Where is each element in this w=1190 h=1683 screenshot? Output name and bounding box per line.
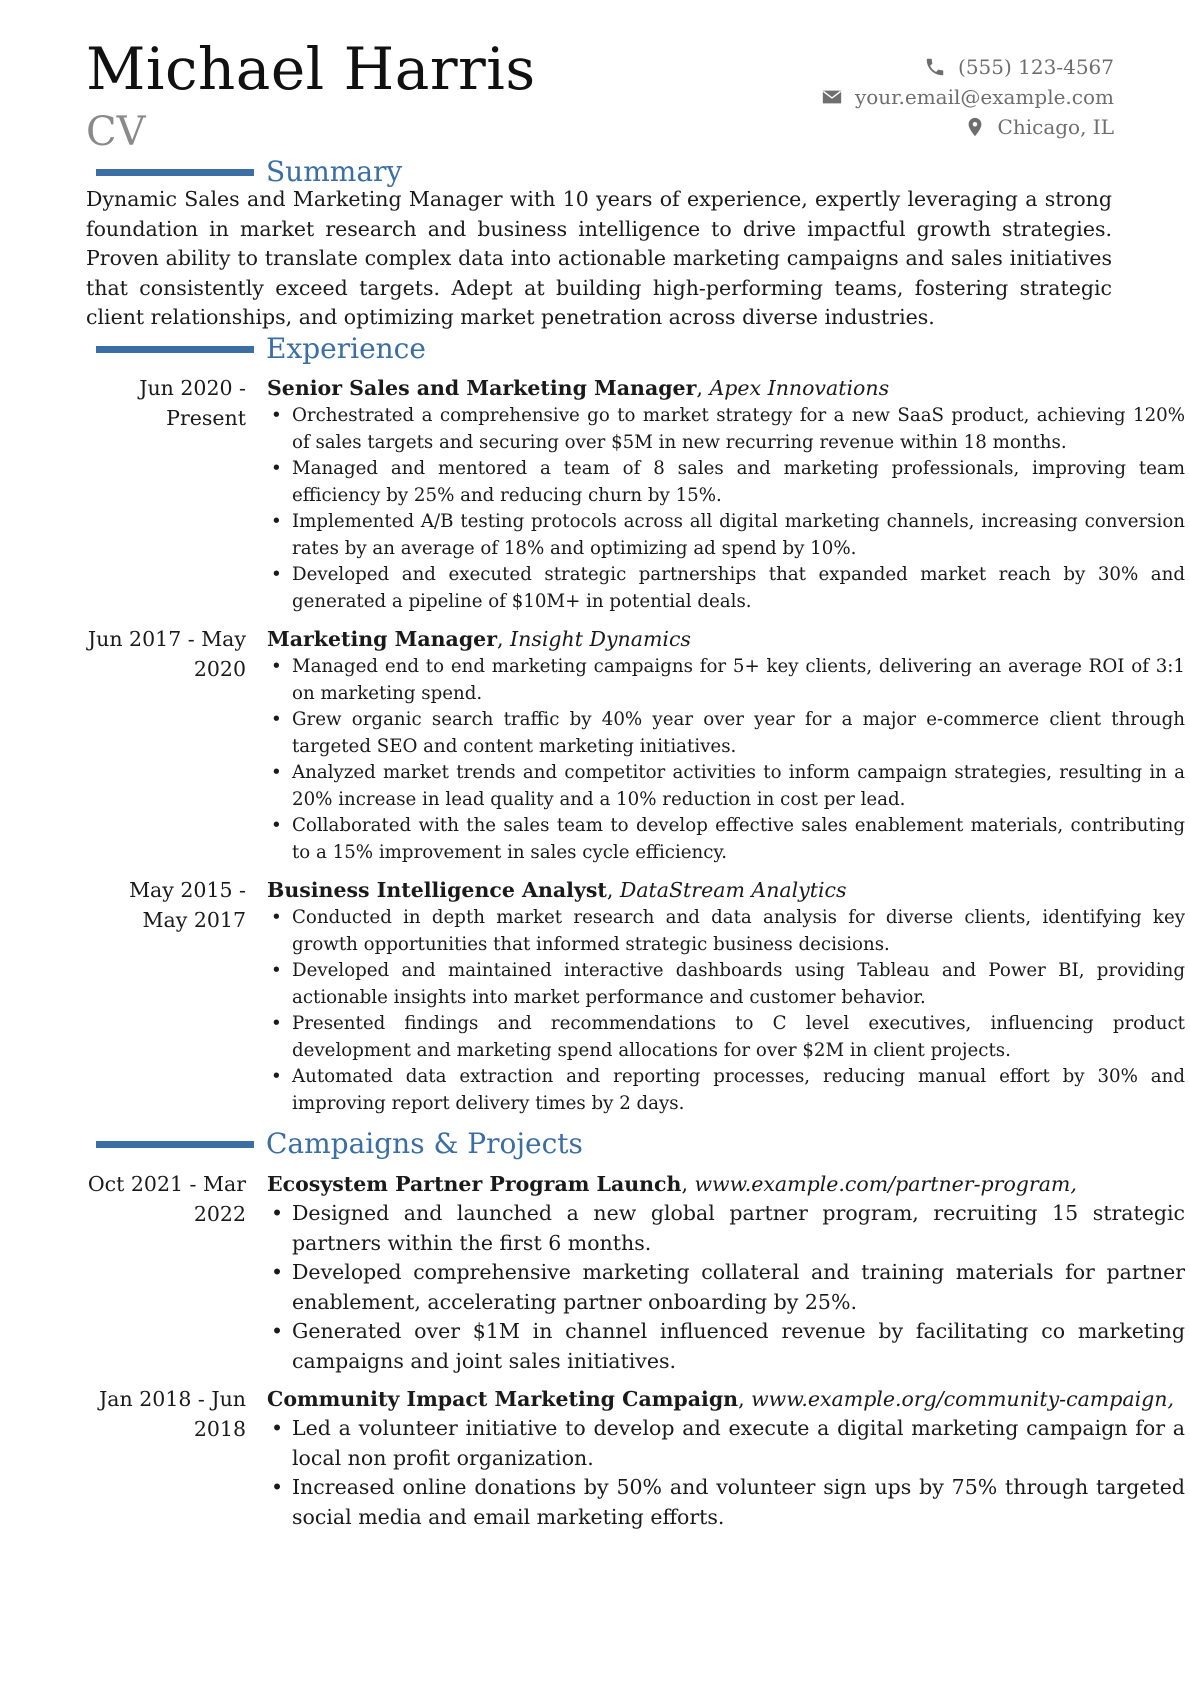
document-subtitle: CV	[86, 109, 146, 155]
email-address[interactable]: your.email@example.com	[854, 85, 1114, 109]
list-item: • Grew organic search traffic by 40% year over year for a major e-commerce client through targeted SEO and content marketing initiatives.	[267, 707, 1185, 760]
entry-title: Community Impact Marketing Campaign, www.example.org/community-campaign,	[267, 1387, 1174, 1411]
contact-block	[821, 52, 1114, 142]
phone-number[interactable]: (555) 123-4567	[958, 55, 1114, 79]
company-name: Insight Dynamics	[510, 627, 691, 651]
list-item: • Orchestrated a comprehensive go to market strategy for a new SaaS product, achieving 120% of sales targets and securing over $5M in new recurring revenue within 18 months.	[267, 403, 1185, 456]
entry-date: Jun 2020 - Present	[139, 376, 246, 430]
list-item: • Generated over $1M in channel influenced revenue by facilitating co marketing campaigns and joint sales initiatives.	[267, 1317, 1185, 1376]
entry-title: Business Intelligence Analyst, DataStream Analytics	[267, 878, 847, 902]
project-link[interactable]: www.example.org/community-campaign,	[751, 1387, 1174, 1411]
list-item: • Collaborated with the sales team to develop effective sales enablement materials, contributing to a 15% improvement in sales cycle efficiency.	[267, 813, 1185, 866]
job-role: Marketing Manager	[267, 627, 497, 651]
list-item: • Increased online donations by 50% and volunteer sign ups by 75% through targeted social media and email marketing efforts.	[267, 1473, 1185, 1532]
company-name: DataStream Analytics	[619, 878, 847, 902]
list-item: • Managed and mentored a team of 8 sales and marketing professionals, improving team efficiency by 25% and reducing churn by 15%.	[267, 456, 1185, 509]
entry-body	[267, 624, 1185, 866]
list-item: • Presented findings and recommendations to C level executives, influencing product development and marketing spend allocations for over $2M in client projects.	[267, 1011, 1185, 1064]
bullet-list	[267, 403, 1185, 615]
section-experience-header	[96, 332, 426, 365]
job-role: Senior Sales and Marketing Manager	[267, 376, 697, 400]
summary-text: Dynamic Sales and Marketing Manager with 10 years of experience, expertly leveraging a strong foundation in market research and business intelligence to drive impactful growth strategies. Proven ability to translate complex data into actionable marketing campaigns and sales initiatives that consistently exceed targets. Adept at building high-performing teams, fostering strategic client relationships, and optimizing market penetration across diverse industries.	[86, 187, 1112, 329]
contact-phone	[821, 52, 1114, 82]
list-item: • Developed and maintained interactive dashboards using Tableau and Power BI, providing actionable insights into market performance and customer behavior.	[267, 958, 1185, 1011]
list-item: • Managed end to end marketing campaigns for 5+ key clients, delivering an average ROI of 3:1 on marketing spend.	[267, 654, 1185, 707]
envelope-icon	[821, 86, 843, 108]
contact-email	[821, 82, 1114, 112]
section-title-summary: Summary	[266, 155, 403, 188]
entry-title: Senior Sales and Marketing Manager, Apex Innovations	[267, 376, 890, 400]
list-item: • Automated data extraction and reporting processes, reducing manual effort by 30% and improving report delivery times by 2 days.	[267, 1064, 1185, 1117]
entry-title: Ecosystem Partner Program Launch, www.example.com/partner-program,	[267, 1172, 1077, 1196]
entry-date: Oct 2021 - Mar 2022	[87, 1172, 246, 1226]
candidate-name: Michael Harris	[86, 35, 536, 103]
list-item: • Implemented A/B testing protocols across all digital marketing channels, increasing conversion rates by an average of 18% and optimizing ad spend by 10%.	[267, 509, 1185, 562]
section-divider-bar	[96, 346, 254, 353]
list-item: • Analyzed market trends and competitor activities to inform campaign strategies, resulting in a 20% increase in lead quality and a 10% reduction in cost per lead.	[267, 760, 1185, 813]
map-pin-icon	[964, 116, 986, 138]
entry-date: Jan 2018 - Jun 2018	[99, 1387, 246, 1441]
entry-title: Marketing Manager, Insight Dynamics	[267, 627, 691, 651]
entry-body	[267, 1384, 1185, 1532]
section-title-experience: Experience	[266, 332, 426, 365]
phone-icon	[924, 56, 946, 78]
bullet-list	[267, 1414, 1185, 1532]
section-projects-header	[96, 1127, 583, 1160]
bullet-list	[267, 654, 1185, 866]
location-text: Chicago, IL	[997, 115, 1114, 139]
entry-body	[267, 875, 1185, 1117]
project-name: Community Impact Marketing Campaign	[267, 1387, 739, 1411]
entry-date: Jun 2017 - May 2020	[87, 627, 246, 681]
list-item: • Developed comprehensive marketing collateral and training materials for partner enablement, accelerating partner onboarding by 25%.	[267, 1258, 1185, 1317]
job-role: Business Intelligence Analyst	[267, 878, 607, 902]
entry-body	[267, 373, 1185, 615]
entry-body	[267, 1169, 1185, 1376]
list-item: • Led a volunteer initiative to develop and execute a digital marketing campaign for a local non profit organization.	[267, 1414, 1185, 1473]
section-title-projects: Campaigns & Projects	[266, 1127, 583, 1160]
bullet-list	[267, 905, 1185, 1117]
bullet-list	[267, 1199, 1185, 1376]
section-divider-bar	[96, 169, 254, 176]
project-name: Ecosystem Partner Program Launch	[267, 1172, 682, 1196]
list-item: • Developed and executed strategic partnerships that expanded market reach by 30% and generated a pipeline of $10M+ in potential deals.	[267, 562, 1185, 615]
contact-location	[821, 112, 1114, 142]
project-link[interactable]: www.example.com/partner-program,	[694, 1172, 1077, 1196]
entry-date: May 2015 - May 2017	[129, 878, 246, 932]
section-summary-header	[96, 155, 403, 188]
company-name: Apex Innovations	[709, 376, 890, 400]
list-item: • Conducted in depth market research and data analysis for diverse clients, identifying key growth opportunities that informed strategic business decisions.	[267, 905, 1185, 958]
section-divider-bar	[96, 1141, 254, 1148]
list-item: • Designed and launched a new global partner program, recruiting 15 strategic partners within the first 6 months.	[267, 1199, 1185, 1258]
